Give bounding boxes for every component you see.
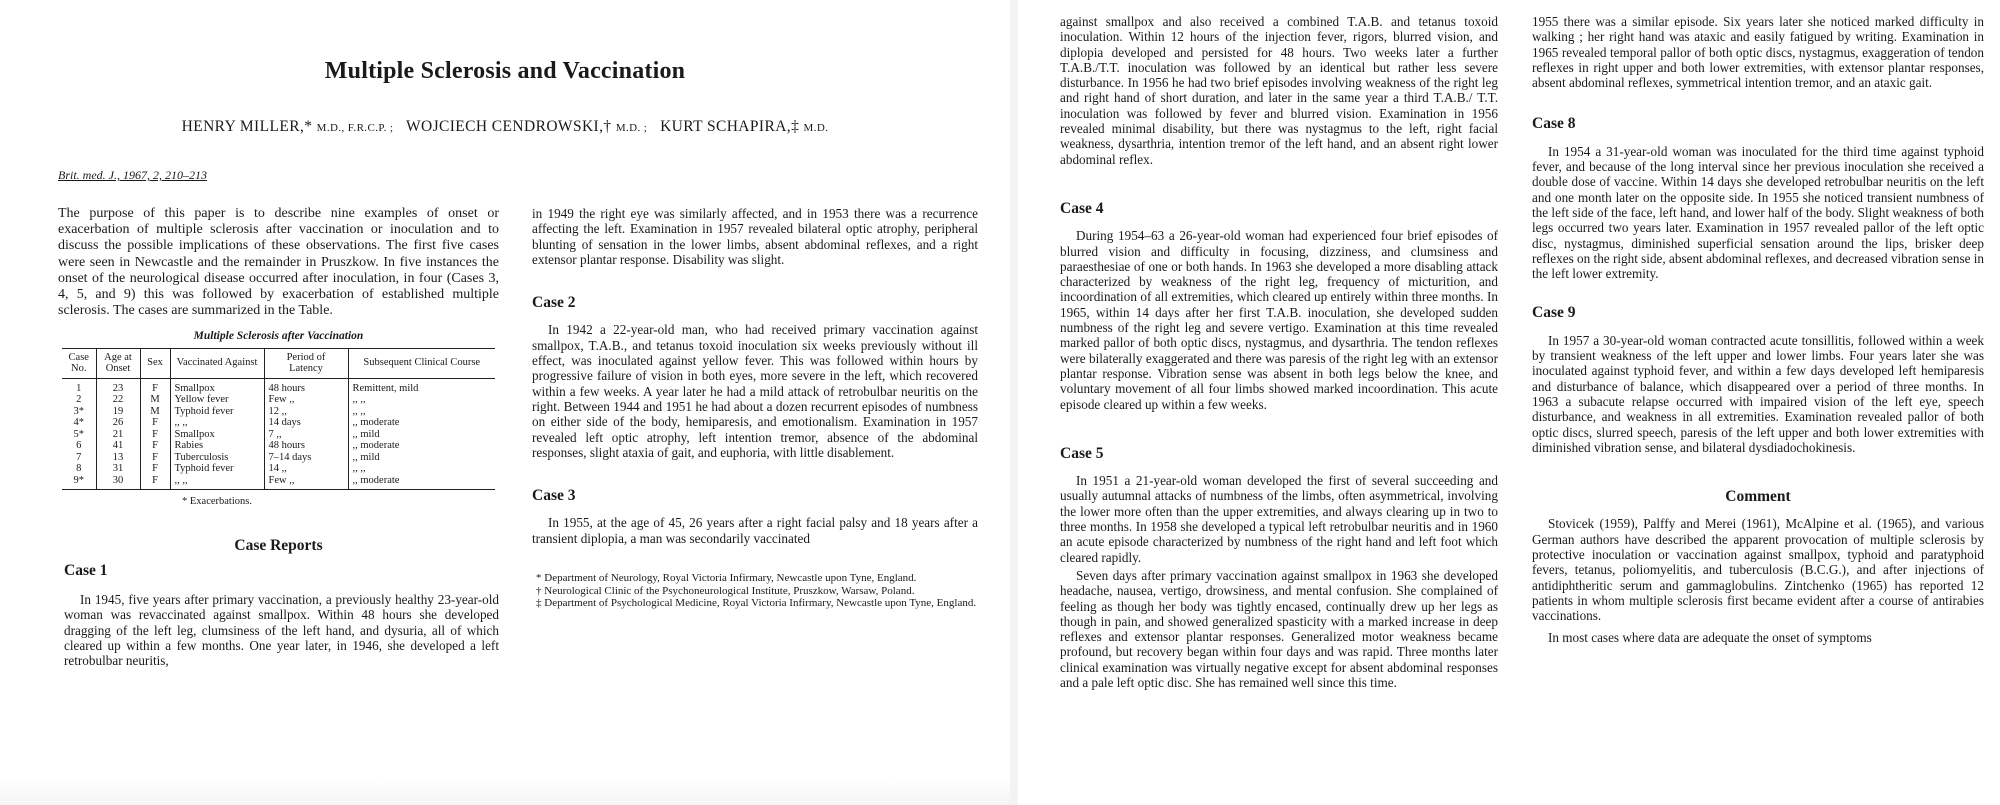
journal-citation: Brit. med. J., 1967, 2, 210–213 — [58, 168, 207, 182]
footnote: * Department of Neurology, Royal Victoria Infirmary, Newcastle upon Tyne, England. — [536, 572, 917, 585]
case-paragraph: In 1942 a 22-year-old man, who had received primary vaccination against smallpox, T.A.B., and tetanus toxoid inoculation six weeks previously without ill effect, was inoculated against yellow fever. This was followed within hours by progressive failure of vision in both eyes, more severe in the left, which recovered within a few weeks. A year later he had a mild attack of retrobulbar neuritis on the right. Between 1944 and 1951 he had about a dozen recurrent episodes of numbness on either side of the body, hemiparesis, and emotionalism. Examination in 1957 revealed left optic atrophy, left intention tremor, absence of the abdominal responses, slight ataxia of gait, and euphoria, with little disablement. — [532, 322, 978, 460]
right-page-column-2 — [1532, 14, 1984, 645]
table-caption: Multiple Sclerosis after Vaccination — [193, 330, 364, 343]
author-name: WOJCIECH CENDROWSKI,† — [405, 118, 612, 135]
case-paragraph: 1955 there was a similar episode. Six years later she noticed marked difficulty in walking ; her right hand was ataxic and easily fatigued by writing. Examination in 1965 revealed temporal pallor of both optic discs, nystagmus, exaggeration of tendon reflexes in right upper and both lower extremities, with extensor plantar responses, absent abdominal reflexes, symmetrical intention tremor, and an ataxic gait. — [1532, 14, 1984, 91]
table-cell: F — [140, 463, 170, 475]
table-cell: ,, mild — [348, 429, 495, 441]
case-heading: Case 3 — [532, 487, 576, 505]
table-cell: ,, mild — [348, 452, 495, 464]
case-paragraph: During 1954–63 a 26-year-old woman had experienced four brief episodes of blurred vision and difficulty in focusing, dizziness, and clumsiness and paraesthesiae of one or both hands. In 1963 she developed a more disabling attack characterized by weakness of the right leg, frequency of micturition, and incoordination of all extremities, which cleared up entirely within three months. In 1965, within 14 days after her first T.A.B. inoculation, she developed sudden numbness of the right leg and severe vertigo. Examination at this time revealed marked pallor of both optic discs, nystagmus, and dysarthria. The tendon reflexes were bilaterally exaggerated and there was paresis of the right leg with an extensor plantar response. Vibration sense was absent in both legs below the knee, and voluntary movement of all four limbs showed marked incoordination. This acute episode cleared up within a few weeks. — [1060, 228, 1498, 412]
case-reports-heading: Case Reports — [234, 536, 323, 554]
case-heading: Case 4 — [1060, 199, 1104, 217]
author-name: KURT SCHAPIRA,‡ — [660, 118, 800, 135]
table-row — [62, 406, 495, 418]
right-column — [532, 206, 978, 610]
table-cell: 19 — [96, 406, 140, 418]
table-cell: 6 — [76, 440, 82, 452]
table-cell: 7 — [76, 451, 82, 463]
right-page-column-1 — [1060, 14, 1498, 690]
table-cell: M — [140, 394, 170, 406]
table-cell: ,, moderate — [348, 440, 495, 452]
author-degrees: M.D., F.R.C.P. ; — [316, 122, 394, 134]
table-cell: Tuberculosis — [170, 452, 264, 464]
table-cell: Rabies — [170, 440, 264, 452]
table-row — [62, 475, 495, 490]
table-cell: Few ,, — [264, 475, 348, 490]
table-cell: 9* — [62, 475, 96, 490]
table-header: Age at Onset — [96, 348, 140, 378]
table-row — [62, 378, 495, 394]
summary-table — [62, 348, 495, 491]
table-cell: Remittent, mild — [348, 378, 495, 394]
table-cell: 14 ,, — [264, 463, 348, 475]
table-footnote: * Exacerbations. — [182, 496, 252, 508]
table-cell: Few ,, — [264, 394, 348, 406]
table-cell: 13 — [96, 452, 140, 464]
table-cell: 48 hours — [264, 378, 348, 394]
footnotes — [532, 572, 978, 610]
table-cell: 1 — [76, 382, 82, 394]
table-cell: 2 — [76, 394, 82, 406]
case-paragraph: against smallpox and also received a combined T.A.B. and tetanus toxoid inoculation. Within 12 hours of the injection fever, rigors, blurred vision, and diplopia developed and persisted for 48 hours. Two weeks later a further T.A.B./T.T. inoculation was followed by an identical but rather less severe disturbance. In 1956 he had two brief episodes involving weakness of the right leg and right hand of short duration, and later in the same year a third T.A.B./ T.T. inoculation was followed by fever and blurred vision. Examination in 1956 revealed minimal disability, but there was nystagmus to the left, right facial weakness, dysarthria, intention tremor of the left hand, and an absent right lower abdominal reflex. — [1060, 14, 1498, 167]
intro-paragraph: The purpose of this paper is to describe nine examples of onset or exacerbation of multiple sclerosis after vaccination or inoculation and to discuss the possible implications of these observations. The first five cases were seen in Newcastle and the remainder in Pruszkow. In five instances the onset of the neurological disease occurred after inoculation, in four (Cases 3, 4, 5, and 9) this was followed by exacerbation of established multiple sclerosis. The cases are summarized in the Table. — [58, 206, 499, 319]
table-row — [62, 440, 495, 452]
left-column — [58, 206, 499, 669]
table-cell: 8 — [76, 463, 82, 475]
table-header-row — [62, 348, 495, 378]
author-degrees: M.D. — [803, 122, 829, 134]
table-cell: 23 — [96, 378, 140, 394]
table-cell: ,, ,, — [348, 463, 495, 475]
table-cell: 41 — [96, 440, 140, 452]
case-paragraph: In 1951 a 21-year-old woman developed the first of several succeeding and usually autumnal attacks of numbness of the limbs, often asymmetrical, involving the lower more often than the upper extremities, and always clearing up in two to three months. In 1958 she developed a typical left retrobulbar neuritis and in 1960 an acute episode characterized by numbness of the right hand and left foot which cleared rapidly. — [1060, 473, 1498, 565]
case-heading: Case 2 — [532, 294, 576, 312]
table-header: Subsequent Clinical Course — [348, 348, 495, 378]
article-title: Multiple Sclerosis and Vaccination — [324, 58, 686, 84]
table-cell: F — [140, 475, 170, 490]
table-cell: ,, ,, — [348, 406, 495, 418]
footnote: ‡ Department of Psychological Medicine, Royal Victoria Infirmary, Newcastle upon Tyne, England. — [536, 597, 977, 610]
table-cell: ,, ,, — [170, 475, 264, 490]
case-paragraph: Seven days after primary vaccination against smallpox in 1963 she developed headache, nausea, vertigo, drowsiness, and mental confusion. She complained of feeling as though her body was tightly encased, continually drew up her legs as though in pain, and showed generalized spasticity with a marked increase in deep reflexes and extensor plantar responses. Generalized motor weakness became profound, but recovery began within four days and was rapid. Three months later clinical examination was virtually negative except for absent abdominal responses and a pale left optic disc. She has remained well since this time. — [1060, 567, 1498, 690]
table-cell: 31 — [96, 463, 140, 475]
table-cell: F — [140, 429, 170, 441]
comment-paragraph: Stovicek (1959), Palffy and Merei (1961), McAlpine et al. (1965), and various German authors have described the apparent provocation of multiple sclerosis by protective inoculation or vaccination against smallpox, typhoid and paratyphoid fevers, tetanus, poliomyelitis, and tuberculosis (B.C.G.), and after injections of antidiphtheritic serum and gammaglobulins. Zintchenko (1965) has reported 12 patients in whom multiple sclerosis first became evident after a course of antirabies vaccinations. — [1532, 516, 1984, 624]
table-cell: 14 days — [264, 417, 348, 429]
table-header: Case No. — [62, 348, 96, 378]
author-degrees: M.D. ; — [615, 122, 648, 134]
case-paragraph: In 1957 a 30-year-old woman contracted acute tonsillitis, followed within a week by transient weakness of the left upper and lower limbs. Four years later she was inoculated against typhoid fever, and within a few days developed left hemiparesis and disturbance of balance, which disappeared over a period of three months. In 1963 a subacute relapse occurred with impaired vision of the left eye, speech disturbance, and weakness in all extremities. Examination revealed pallor of both optic discs, slurred speech, paresis of the left upper and both lower extremities with diminished vibration sense, and bilateral dysdiadochokinesis. — [1532, 332, 1984, 455]
table-cell: 12 ,, — [264, 406, 348, 418]
table-cell: ,, moderate — [348, 417, 495, 429]
author-line — [0, 118, 1010, 136]
table-cell: 7 ,, — [264, 429, 348, 441]
comment-heading: Comment — [1725, 488, 1791, 506]
case-heading: Case 9 — [1532, 304, 1576, 322]
table-cell: 22 — [96, 394, 140, 406]
table-cell: 7–14 days — [264, 452, 348, 464]
table-cell: F — [140, 417, 170, 429]
table-cell: M — [140, 406, 170, 418]
table-cell: Typhoid fever — [170, 463, 264, 475]
page-gutter — [1010, 0, 1018, 805]
case-heading: Case 1 — [64, 561, 108, 579]
table-cell: Smallpox — [170, 429, 264, 441]
table-cell: F — [140, 440, 170, 452]
table-cell: 30 — [96, 475, 140, 490]
case-heading: Case 5 — [1060, 444, 1104, 462]
footnote: † Neurological Clinic of the Psychoneurological Institute, Pruszkow, Warsaw, Poland. — [536, 584, 915, 597]
case-paragraph: in 1949 the right eye was similarly affected, and in 1953 there was a recurrence affecting the left. Examination in 1957 revealed bilateral optic atrophy, peripheral blunting of sensation in the lower limbs, absent abdominal reflexes, and a right extensor plantar response. Disability was slight. — [532, 206, 978, 267]
table-cell: 26 — [96, 417, 140, 429]
author-name: HENRY MILLER,* — [181, 118, 313, 135]
table-cell: 3* — [73, 405, 84, 417]
table-cell: Typhoid fever — [170, 406, 264, 418]
case-paragraph: In 1954 a 31-year-old woman was inoculated for the third time against typhoid fever, and because of the long interval since her previous inoculation she received a double dose of vaccine. Within 14 days she developed retrobulbar neuritis on the left and one month later on the opposite side. In 1955 she noticed transient numbness of the left side of the face, left hand, and lower half of the body. Slight weakness of both legs occurred two years later. Examination in 1957 revealed pallor of the left optic disc, nystagmus, diminished superficial sensation around the lips, brisker deep reflexes on the right side, absent abdominal reflexes, and decreased vibration sense in the left lower extremity. — [1532, 143, 1984, 282]
table-cell: 4* — [73, 417, 84, 429]
case-heading: Case 8 — [1532, 115, 1576, 133]
table-cell: ,, moderate — [348, 475, 495, 490]
scan-edge — [0, 780, 1010, 805]
table-header: Period of Latency — [264, 348, 348, 378]
table-cell: 21 — [96, 429, 140, 441]
table-cell: ,, ,, — [170, 417, 264, 429]
table-row — [62, 452, 495, 464]
right-page — [1018, 0, 2000, 805]
table-header: Vaccinated Against — [170, 348, 264, 378]
table-header: Sex — [140, 348, 170, 378]
table-cell: F — [140, 378, 170, 394]
table-row — [62, 417, 495, 429]
table-cell: 5* — [73, 428, 84, 440]
table-cell: Smallpox — [170, 378, 264, 394]
table-row — [62, 394, 495, 406]
table-row — [62, 463, 495, 475]
table-cell: 48 hours — [264, 440, 348, 452]
table-cell: Yellow fever — [170, 394, 264, 406]
case-paragraph: In 1955, at the age of 45, 26 years after a right facial palsy and 18 years after a transient diplopia, a man was secondarily vaccinated — [532, 515, 978, 546]
table-cell: ,, ,, — [348, 394, 495, 406]
comment-paragraph: In most cases where data are adequate the onset of symptoms — [1548, 629, 1872, 645]
table-row — [62, 429, 495, 441]
table-cell: F — [140, 452, 170, 464]
summary-table-block — [62, 329, 495, 509]
case-paragraph: In 1945, five years after primary vaccination, a previously healthy 23-year-old woman was revaccinated against smallpox. Within 48 hours she developed dragging of the left leg, clumsiness of the left hand, and dysuria, all of which cleared up within a few months. One year later, in 1946, she developed a left retrobulbar neuritis, — [64, 592, 499, 669]
